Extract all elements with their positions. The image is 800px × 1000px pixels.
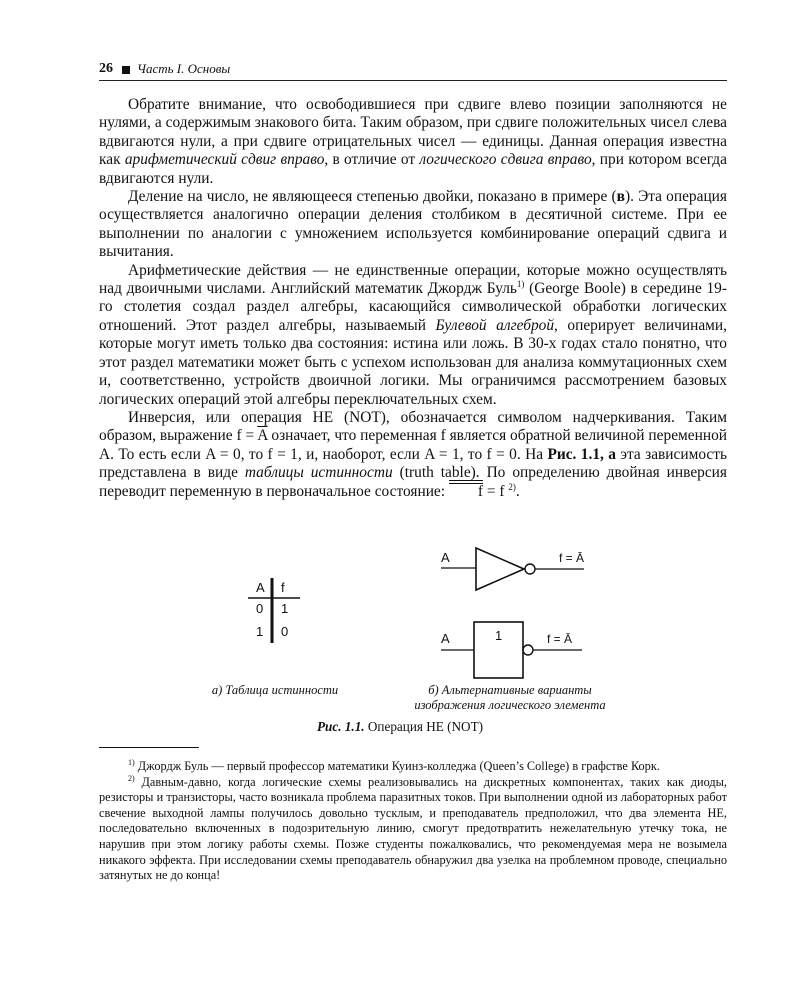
text-run: ). Эта операция осуществляется аналогично операции деления столбиком в десятичной системе. При ее выполнении по аналогии с умножением используется комбинирование операций сдвига и вычитания. <box>99 188 727 261</box>
page-number: 26 <box>99 61 113 76</box>
figure-title <box>0 719 800 735</box>
inversion-bubble-icon <box>523 645 533 655</box>
gate1-output-label: f = Ā <box>559 551 585 565</box>
inversion-bubble-icon <box>525 564 535 574</box>
text-run: = f <box>483 482 509 500</box>
footnote-1 <box>99 759 727 775</box>
not-gate-triangle-icon <box>476 548 524 590</box>
text-run: Арифметические действия — не единственные операции, которые можно осуществлять над двоичными числами. Английский математик Джордж Буль <box>99 261 727 298</box>
term-truth-table: таблицы истинности <box>244 464 393 482</box>
footnote-mark: 2) <box>128 773 135 783</box>
caption-b-line2: изображения логического элемента <box>414 698 606 712</box>
example-ref: в <box>616 188 625 206</box>
footnote-mark: 1) <box>128 757 135 767</box>
gate2-output-label: f = Ā <box>547 632 573 646</box>
footnote-text: Давным-давно, когда логические схемы реализовывались на дискретных компонентах, таких как диоды, резисторы и транзисторы, часто возникала проблема паразитных токов. При выполнении одной из лабораторных работ свечение выходной лампы получилось довольно тусклым, и преподаватель предположил, что два элемента НЕ, последовательно включенных в подозрительную линию, смогут предотвратить нежелательную утечку тока, не нарушив при этом логику работы схемы. Позже студенты пожалковались, что рекомендуемая мера не возымела никакого эффекта. При исследовании схемы преподаватель обнаружил два узелка на проблемном проводе, специально затянутых не до конца! <box>99 774 727 883</box>
table-cell: 0 <box>256 601 264 616</box>
text-run: Обратите внимание, что освободившиеся при сдвиге влево позиции заполняются не нулями, а содержимым знакового бита. Таким образом, при сдвиге положительных чисел слева вдвигаются нули, а при сдвиге отрицательных чисел — единицы. Данная операция известна как <box>99 96 727 169</box>
footnotes <box>99 759 727 884</box>
footnote-divider <box>99 747 199 748</box>
text-run: . <box>515 482 520 500</box>
footnote-ref-1: 1) <box>516 278 525 289</box>
part-title: Часть I. Основы <box>137 61 231 76</box>
footnote-2 <box>99 775 727 884</box>
gate2-input-label: A <box>441 631 450 646</box>
text-run: (truth table). По определению двойная инверсия переводит переменную в первоначальное состояние: <box>99 464 728 500</box>
double-overline-f: f <box>449 483 483 499</box>
caption-a: а) Таблица истинности <box>211 683 339 697</box>
figure-ref: Рис. 1.1, а <box>547 445 616 463</box>
caption-b-line1: б) Альтернативные варианты <box>428 683 592 697</box>
table-cell: 0 <box>281 624 289 639</box>
text-run: эта зависимость представлена в виде <box>99 445 727 482</box>
term-boolean-algebra: Булевой алгеброй <box>435 316 555 334</box>
term-logical-shift: логического сдвига вправо <box>419 151 592 169</box>
text-run: , в отличие от <box>324 151 420 169</box>
table-cell: 1 <box>281 601 289 616</box>
text-run: означает, что переменная f является обратной величиной переменной A. То есть если A = 0, то f = 1, и, наоборот, если A = 1, то f = 0. На <box>99 427 728 463</box>
gate1-input-label: A <box>441 550 450 565</box>
table-header-f: f <box>281 580 285 595</box>
table-header-a: A <box>256 580 265 595</box>
text-run: Инверсия, или операция НЕ (NOT), обозначается символом надчеркивания. Таким образом, выражение f = <box>99 408 727 445</box>
text-run: Деление на число, не являющееся степенью двойки, показано в примере ( <box>128 188 617 206</box>
footnote-ref-2: 2) <box>508 481 516 492</box>
text-run: (George Boole) в середине 19-го столетия создал раздел алгебры, касающийся символической обработки логических отношений. Этот раздел алгебры, называемый <box>99 280 727 334</box>
table-cell: 1 <box>256 624 264 639</box>
text-run: , при котором всегда вдвигаются нули. <box>99 151 727 187</box>
gate2-symbol: 1 <box>495 628 503 643</box>
footnote-text: Джордж Буль — первый профессор математики Куинз-колледжа (Queen’s College) в графстве Корк. <box>134 759 660 773</box>
overline-a: $\overline{A}$ <box>257 427 268 445</box>
term-arithmetic-shift: арифметический сдвиг вправо <box>124 151 325 169</box>
figure-title-text: Операция НЕ (NOT) <box>364 719 484 734</box>
text-run: , оперирует величинами, которые могут иметь только два состояния: истина или ложь. В 30-х годах стало понятно, что этот раздел математики может быть с успехом использован для анализа коммутационных схем и, соответственно, устройств двоичной логики. Мы ограничимся рассмотрением базовых логических операций этой алгебры переключательных схем. <box>99 316 727 408</box>
figure-number: Рис. 1.1. <box>316 719 365 734</box>
caption-b <box>385 683 635 713</box>
